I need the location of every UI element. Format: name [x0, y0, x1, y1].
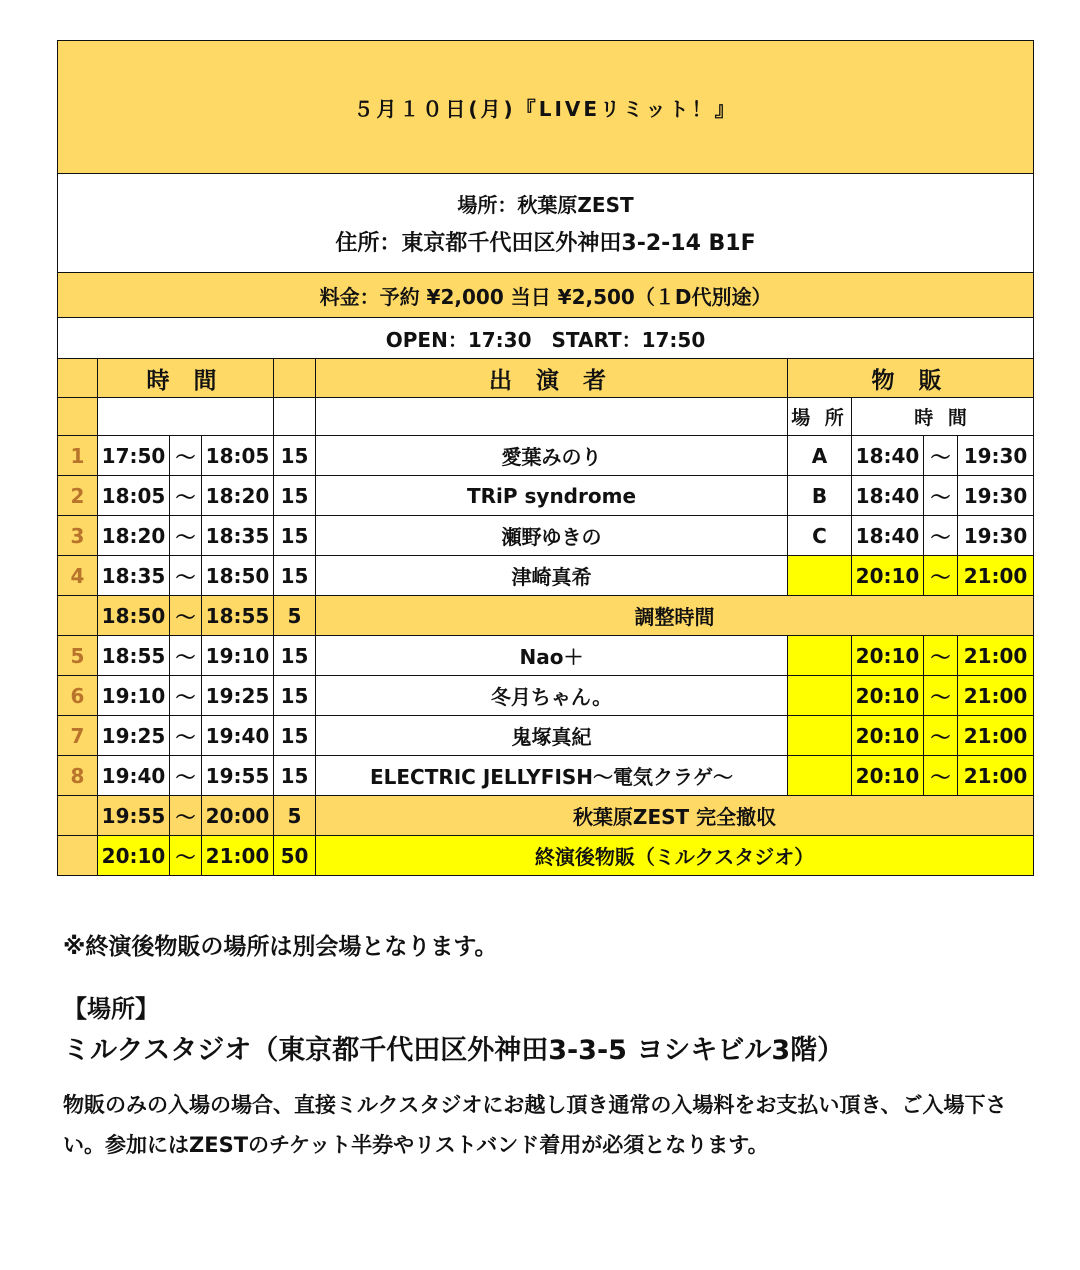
table-row — [58, 836, 1034, 876]
row-number: 2 — [58, 476, 98, 516]
end-time: 18:20 — [202, 476, 274, 516]
merch-end-time: 19:30 — [958, 516, 1034, 556]
duration-minutes: 15 — [274, 436, 316, 476]
duration-minutes: 5 — [274, 596, 316, 636]
subheader-blank — [316, 398, 788, 436]
merch-end-time: 19:30 — [958, 436, 1034, 476]
end-time: 18:05 — [202, 436, 274, 476]
merch-time-separator: ～ — [924, 676, 958, 716]
row-number: 3 — [58, 516, 98, 556]
end-time: 19:10 — [202, 636, 274, 676]
timetable-rows — [58, 436, 1034, 876]
time-separator: ～ — [170, 556, 202, 596]
merch-place — [788, 556, 852, 596]
subheader-merch-time: 時 間 — [852, 398, 1034, 436]
ticket-fee: 料金：予約 ¥2,000 当日 ¥2,500（１D代別途） — [58, 273, 1034, 318]
duration-minutes: 15 — [274, 636, 316, 676]
start-time: 20:10 — [98, 836, 170, 876]
duration-minutes: 5 — [274, 796, 316, 836]
merch-place: B — [788, 476, 852, 516]
location-value: ミルクスタジオ（東京都千代田区外神田3-3-5 ヨシキビル3階） — [63, 1035, 845, 1066]
notes-section — [63, 922, 1043, 1165]
merch-place: C — [788, 516, 852, 556]
merch-place — [788, 716, 852, 756]
start-time: 18:35 — [98, 556, 170, 596]
end-time: 19:25 — [202, 676, 274, 716]
header-blank — [58, 359, 98, 398]
performer-name: ELECTRIC JELLYFISH～電気クラゲ～ — [316, 756, 788, 796]
merch-start-time: 18:40 — [852, 476, 924, 516]
duration-minutes: 15 — [274, 756, 316, 796]
table-row — [58, 476, 1034, 516]
row-event-label: 調整時間 — [316, 596, 1034, 636]
time-separator: ～ — [170, 476, 202, 516]
row-number — [58, 836, 98, 876]
performer-name: 津崎真希 — [316, 556, 788, 596]
header-performer: 出 演 者 — [316, 359, 788, 398]
time-separator: ～ — [170, 596, 202, 636]
end-time: 18:55 — [202, 596, 274, 636]
table-header-row — [58, 359, 1034, 398]
location-label: 【場所】 — [63, 995, 159, 1023]
merch-end-time: 21:00 — [958, 716, 1034, 756]
merch-time-separator: ～ — [924, 756, 958, 796]
duration-minutes: 15 — [274, 556, 316, 596]
subheader-blank — [98, 398, 274, 436]
subheader-blank — [58, 398, 98, 436]
end-time: 19:40 — [202, 716, 274, 756]
row-number — [58, 796, 98, 836]
duration-minutes: 15 — [274, 476, 316, 516]
merch-place — [788, 636, 852, 676]
row-number: 7 — [58, 716, 98, 756]
start-time: 18:20 — [98, 516, 170, 556]
duration-minutes: 15 — [274, 676, 316, 716]
merch-time-separator: ～ — [924, 516, 958, 556]
merch-place: A — [788, 436, 852, 476]
header-merch: 物 販 — [788, 359, 1034, 398]
merch-start-time: 20:10 — [852, 556, 924, 596]
duration-minutes: 15 — [274, 716, 316, 756]
end-time: 18:35 — [202, 516, 274, 556]
performer-name: 愛葉みのり — [316, 436, 788, 476]
table-row — [58, 796, 1034, 836]
end-time: 19:55 — [202, 756, 274, 796]
merch-end-time: 21:00 — [958, 636, 1034, 676]
merch-start-time: 18:40 — [852, 516, 924, 556]
merch-time-separator: ～ — [924, 716, 958, 756]
start-time: 18:50 — [98, 596, 170, 636]
venue-address: 住所：東京都千代田区外神田3-2-14 B1F — [335, 231, 756, 256]
time-separator: ～ — [170, 716, 202, 756]
row-event-label: 終演後物販（ミルクスタジオ） — [316, 836, 1034, 876]
table-subheader-row — [58, 398, 1034, 436]
performer-name: TRiP syndrome — [316, 476, 788, 516]
table-row — [58, 636, 1034, 676]
time-separator: ～ — [170, 756, 202, 796]
row-number: 5 — [58, 636, 98, 676]
table-row — [58, 516, 1034, 556]
merch-place — [788, 676, 852, 716]
open-start-times: OPEN：17:30 START：17:50 — [58, 318, 1034, 359]
merch-end-time: 21:00 — [958, 556, 1034, 596]
time-separator: ～ — [170, 636, 202, 676]
timetable — [57, 40, 1034, 876]
row-number: 8 — [58, 756, 98, 796]
table-row — [58, 716, 1034, 756]
header-blank — [274, 359, 316, 398]
duration-minutes: 50 — [274, 836, 316, 876]
performer-name: 鬼塚真紀 — [316, 716, 788, 756]
time-separator: ～ — [170, 836, 202, 876]
performer-name: 瀬野ゆきの — [316, 516, 788, 556]
venue-name: 場所：秋葉原ZEST — [457, 193, 634, 217]
subheader-blank — [274, 398, 316, 436]
table-row — [58, 436, 1034, 476]
merch-time-separator: ～ — [924, 436, 958, 476]
subheader-merch-place: 場 所 — [788, 398, 852, 436]
duration-minutes: 15 — [274, 516, 316, 556]
merch-time-separator: ～ — [924, 556, 958, 596]
start-time: 18:55 — [98, 636, 170, 676]
end-time: 21:00 — [202, 836, 274, 876]
time-separator: ～ — [170, 796, 202, 836]
end-time: 20:00 — [202, 796, 274, 836]
merch-start-time: 20:10 — [852, 676, 924, 716]
table-row — [58, 756, 1034, 796]
row-number — [58, 596, 98, 636]
timetable-sheet — [57, 40, 1033, 876]
merch-start-time: 20:10 — [852, 716, 924, 756]
time-separator: ～ — [170, 516, 202, 556]
row-number: 1 — [58, 436, 98, 476]
merch-start-time: 20:10 — [852, 756, 924, 796]
performer-name: Nao＋ — [316, 636, 788, 676]
start-time: 17:50 — [98, 436, 170, 476]
event-title: ５月１０日(月)『LIVEリミット！』 — [58, 41, 1034, 174]
merch-venue-note: ※終演後物販の場所は別会場となります。 — [63, 934, 498, 960]
start-time: 19:40 — [98, 756, 170, 796]
start-time: 18:05 — [98, 476, 170, 516]
merch-time-separator: ～ — [924, 476, 958, 516]
venue-block — [58, 174, 1034, 273]
merch-place — [788, 756, 852, 796]
merch-end-time: 21:00 — [958, 756, 1034, 796]
merch-time-separator: ～ — [924, 636, 958, 676]
row-number: 4 — [58, 556, 98, 596]
table-row — [58, 556, 1034, 596]
start-time: 19:25 — [98, 716, 170, 756]
performer-name: 冬月ちゃん。 — [316, 676, 788, 716]
start-time: 19:10 — [98, 676, 170, 716]
merch-start-time: 20:10 — [852, 636, 924, 676]
merch-end-time: 19:30 — [958, 476, 1034, 516]
row-number: 6 — [58, 676, 98, 716]
header-time: 時 間 — [98, 359, 274, 398]
merch-entry-description: 物販のみの入場の場合、直接ミルクスタジオにお越し頂き通常の入場料をお支払い頂き、ご入場下さい。参加にはZESTのチケット半券やリストバンド着用が必須となります。 — [63, 1093, 1007, 1157]
merch-start-time: 18:40 — [852, 436, 924, 476]
start-time: 19:55 — [98, 796, 170, 836]
end-time: 18:50 — [202, 556, 274, 596]
time-separator: ～ — [170, 436, 202, 476]
time-separator: ～ — [170, 676, 202, 716]
table-row — [58, 676, 1034, 716]
row-event-label: 秋葉原ZEST 完全撤収 — [316, 796, 1034, 836]
merch-end-time: 21:00 — [958, 676, 1034, 716]
table-row — [58, 596, 1034, 636]
